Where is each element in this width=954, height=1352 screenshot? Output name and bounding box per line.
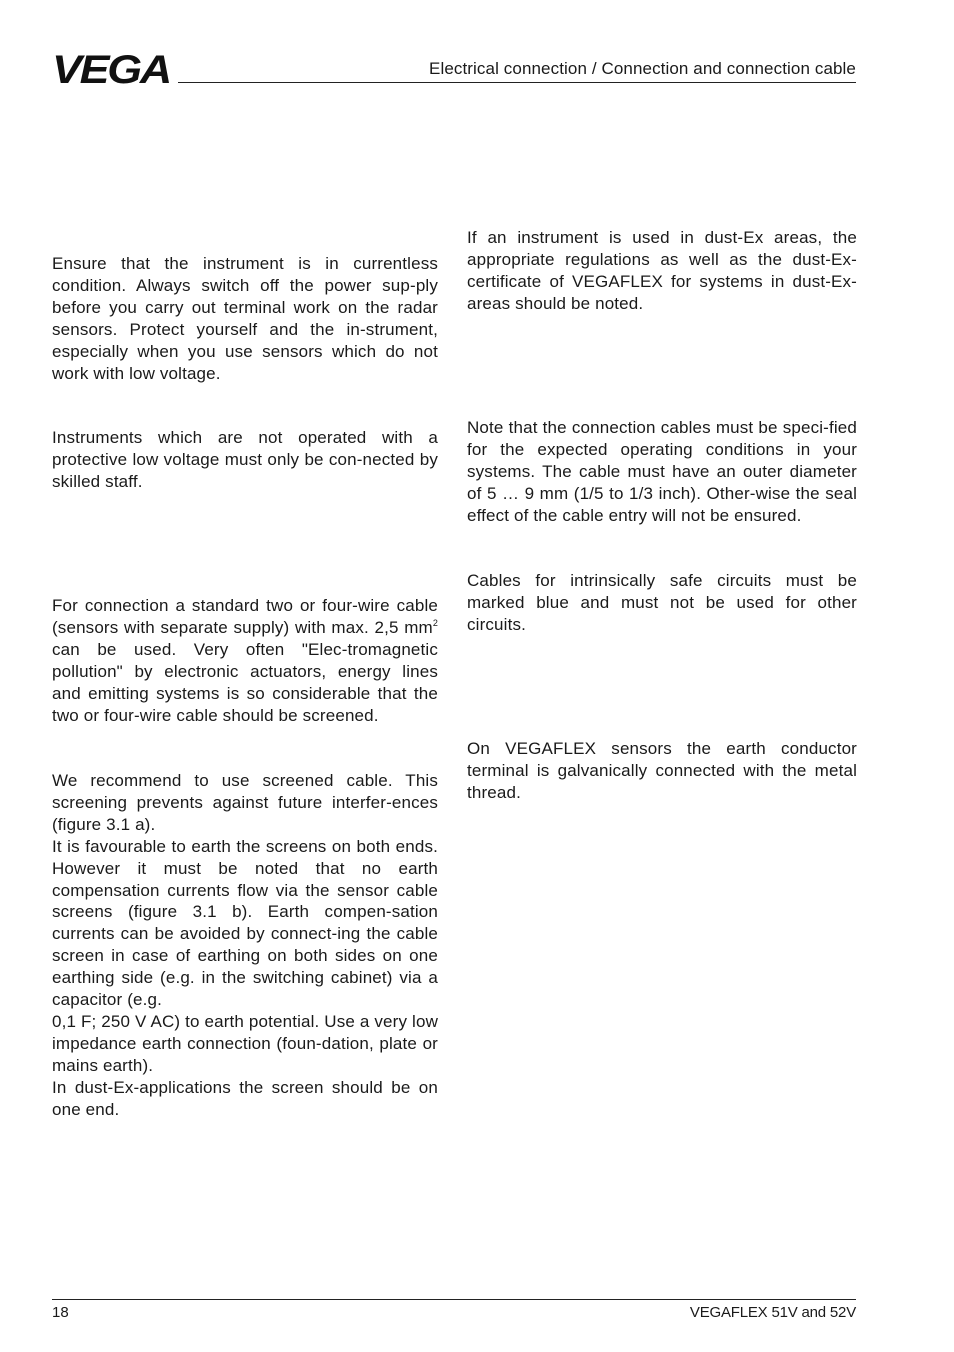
right-column-dust-ex bbox=[467, 227, 857, 315]
paragraph-earth-screens: It is favourable to earth the screens on both ends. However it must be noted that no earth compensation currents flow via the sensor cable screens (figure 3.1 b). Earth compen-sation currents can be avoided by connect-ing the cable screen in case of earthing on both sides on one earthing side (e.g. in the switching cabinet) via a capacitor (e.g. bbox=[52, 836, 438, 1010]
paragraph-currentless: Ensure that the instrument is in currentless condition. Always switch off the power sup-ply before you carry out terminal work on the radar sensors. Protect yourself and the in-strument, especially when you use sensors which do not work with low voltage. bbox=[52, 254, 438, 383]
left-column bbox=[52, 253, 438, 384]
paragraph-dust-ex: If an instrument is used in dust-Ex areas, the appropriate regulations as well as the dust-Ex-certificate of VEGAFLEX for systems in dust-Ex-areas should be noted. bbox=[467, 228, 857, 313]
page-number: 18 bbox=[52, 1304, 69, 1321]
right-column-earth bbox=[467, 738, 857, 804]
svg-text:VEGA: VEGA bbox=[52, 50, 170, 86]
footer-divider bbox=[52, 1299, 856, 1300]
paragraph-dust-ex-screen: In dust-Ex-applications the screen should be on one end. bbox=[52, 1077, 438, 1119]
right-column-intrinsic bbox=[467, 570, 857, 636]
text-standard-cable-a: For connection a standard two or four-wire cable (sensors with separate supply) with max. 2,5 mm bbox=[52, 596, 438, 637]
paragraph-standard-cable bbox=[52, 595, 438, 726]
paragraph-capacitor: 0,1 F; 250 V AC) to earth potential. Use a very low impedance earth connection (foun-dation, plate or mains earth). bbox=[52, 1011, 438, 1075]
footer-product-name: VEGAFLEX 51V and 52V bbox=[689, 1304, 856, 1321]
paragraph-skilled-staff: Instruments which are not operated with a protective low voltage must only be con-nected by skilled staff. bbox=[52, 428, 438, 491]
text-standard-cable-b: can be used. Very often "Elec-tromagnetic pollution" by electronic actuators, energy lines and emitting systems is so considerable that the two or four-wire cable should be screened. bbox=[52, 639, 438, 725]
vega-logo bbox=[52, 50, 170, 86]
right-column-cables bbox=[467, 417, 857, 527]
page-header-title: Electrical connection / Connection and connection cable bbox=[429, 59, 856, 78]
paragraph-earth-conductor: On VEGAFLEX sensors the earth conductor terminal is galvanically connected with the metal thread. bbox=[467, 739, 857, 802]
paragraph-recommend-screened: We recommend to use screened cable. This screening prevents against future interfer-ences (figure 3.1 a). bbox=[52, 771, 438, 834]
header-divider bbox=[178, 82, 856, 83]
left-column-screening bbox=[52, 770, 438, 1121]
superscript-2: 2 bbox=[432, 617, 438, 628]
paragraph-cable-spec: Note that the connection cables must be speci-fied for the expected operating conditions in your systems. The cable must have an outer diameter of 5 … 9 mm (1/5 to 1/3 inch). Other-wise the seal effect of the cable entry will not be ensured. bbox=[467, 418, 857, 525]
left-column-cable bbox=[52, 595, 438, 726]
left-column-skilled bbox=[52, 427, 438, 493]
paragraph-intrinsically-safe: Cables for intrinsically safe circuits must be marked blue and must not be used for other circuits. bbox=[467, 571, 857, 634]
